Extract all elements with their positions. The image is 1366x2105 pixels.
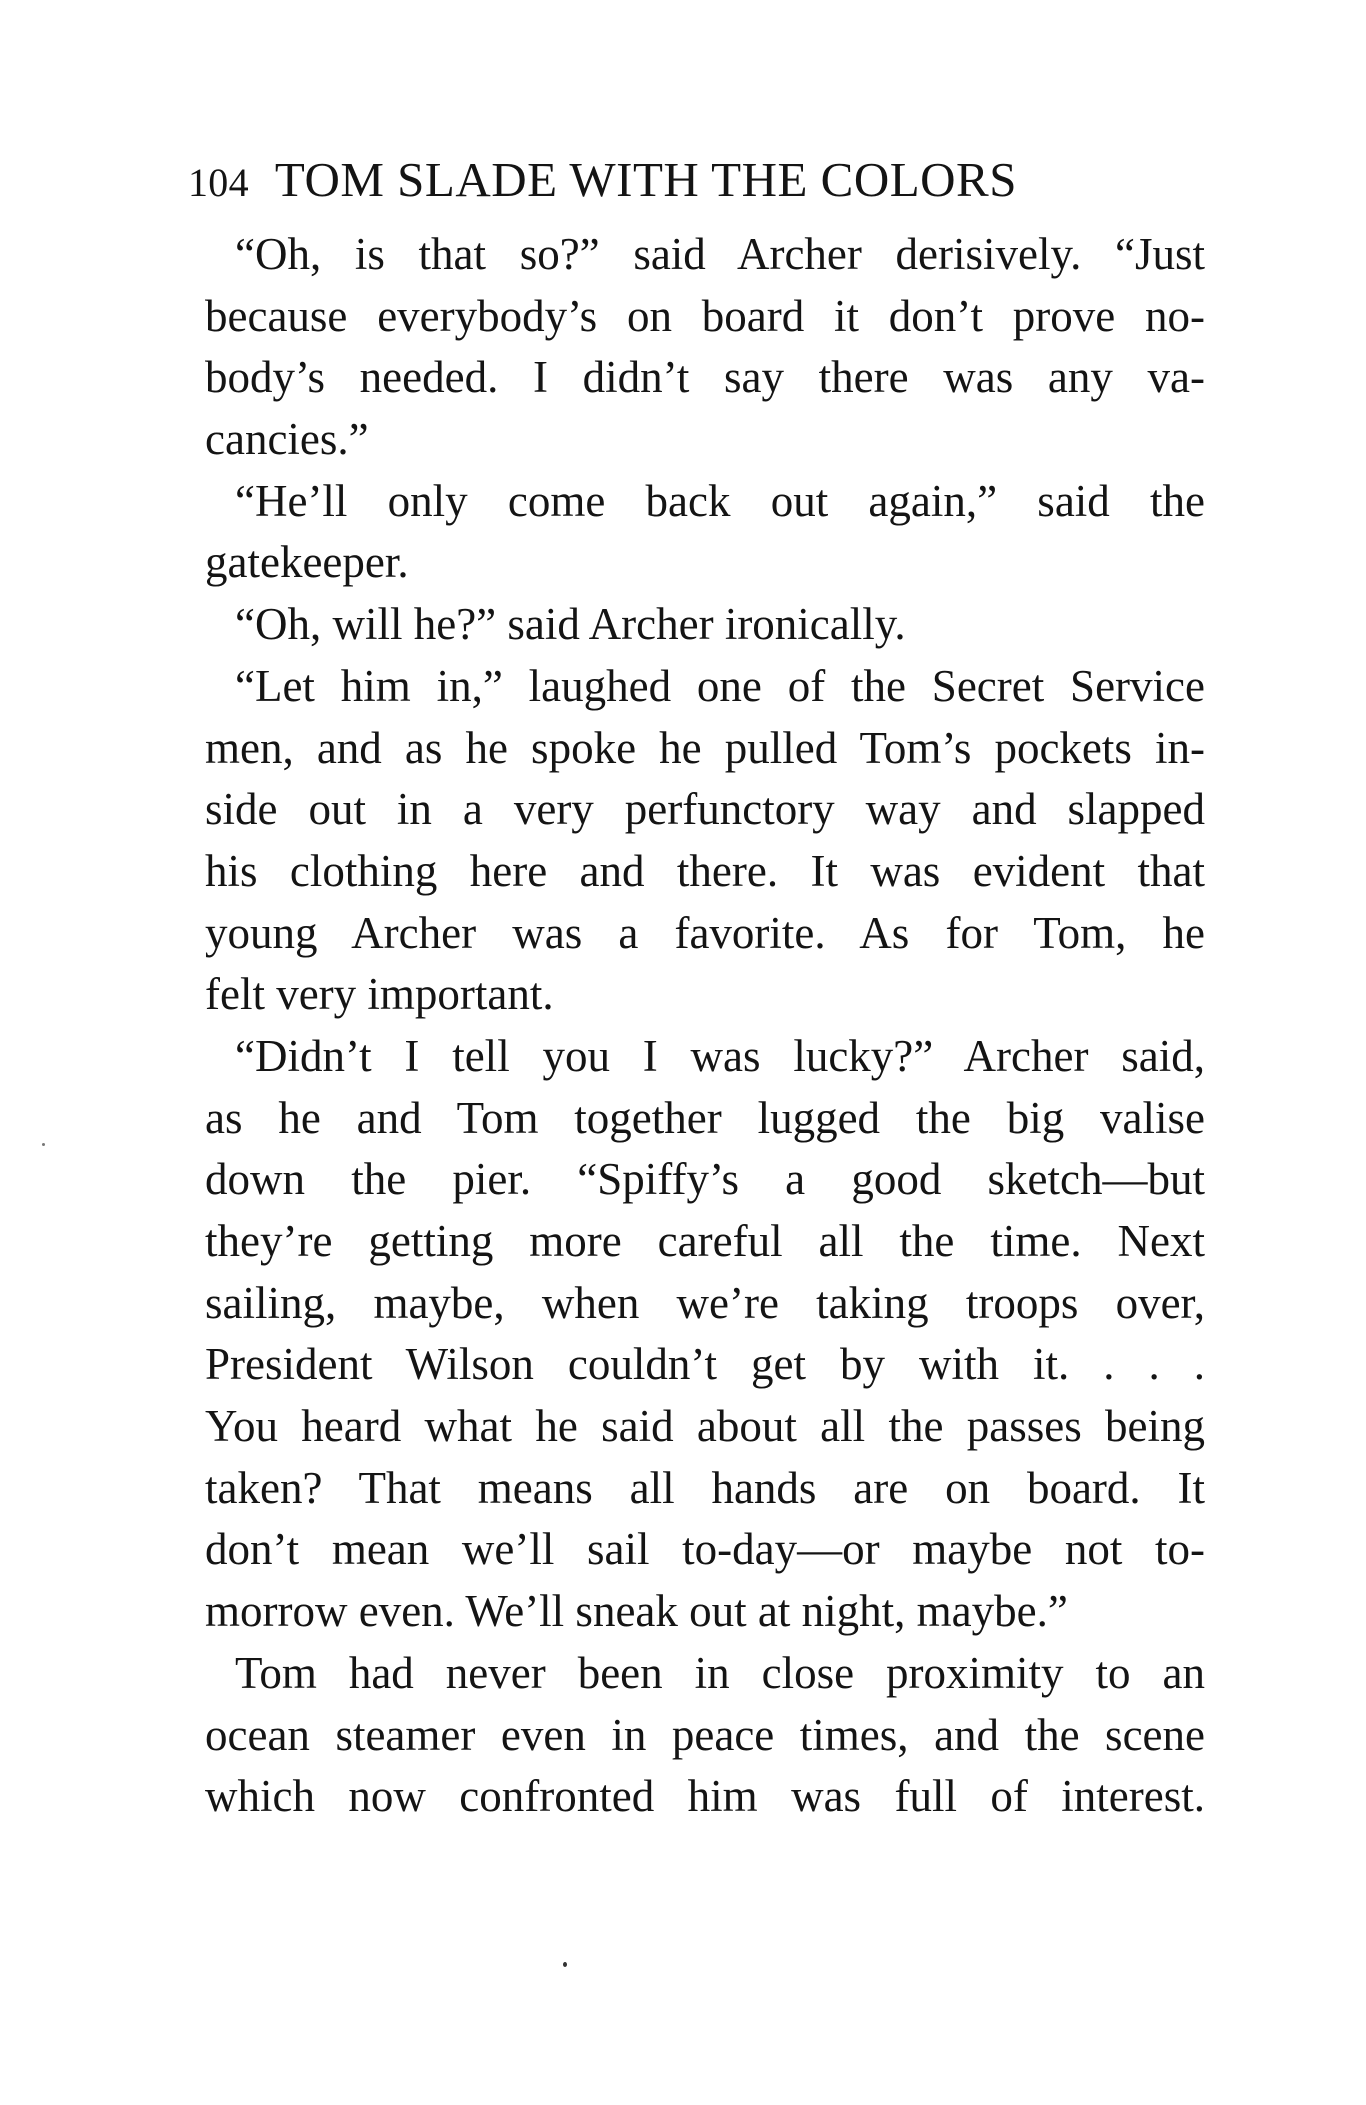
text-line: gatekeeper. [205,537,409,588]
text-line: taken? That means all hands are on board. It [205,1462,1205,1513]
text-line: “Oh, is that so?” said Archer derisively. “Just [235,229,1205,279]
text-line: felt very important. [205,969,554,1020]
text-line: “Let him in,” laughed one of the Secret Service [235,660,1205,711]
text-line: morrow even. We’ll sneak out at night, maybe.” [205,1586,1068,1637]
body-text [205,224,1205,1828]
text-line: because everybody’s on board it don’t prove no- [205,290,1205,341]
text-line: You heard what he said about all the passes being [205,1401,1205,1452]
text-line: “Oh, will he?” said Archer ironically. [235,599,906,650]
text-line: which now confronted him was full of interest. [205,1771,1205,1822]
text-line: down the pier. “Spiffy’s a good sketch—but [205,1154,1205,1205]
text-line: his clothing here and there. It was evident that [205,845,1205,896]
text-line: don’t mean we’ll sail to-day—or maybe not to- [205,1524,1205,1575]
page-number: 104 [188,160,249,205]
text-line: men, and as he spoke he pulled Tom’s pockets in- [205,722,1205,773]
text-line: “He’ll only come back out again,” said the [235,475,1205,526]
running-head [188,150,1168,210]
text-line: as he and Tom together lugged the big valise [205,1092,1205,1143]
ink-speck [42,1143,45,1146]
text-line: side out in a very perfunctory way and slapped [205,784,1205,835]
ink-speck [563,1962,567,1967]
text-line: “Didn’t I tell you I was lucky?” Archer said, [235,1030,1205,1081]
text-line: body’s needed. I didn’t say there was any va- [205,352,1205,403]
text-line: they’re getting more careful all the time. Next [205,1216,1205,1266]
text-line: Tom had never been in close proximity to an [235,1647,1205,1698]
book-title: TOM SLADE WITH THE COLORS [274,152,1017,207]
text-line: young Archer was a favorite. As for Tom, he [205,907,1205,958]
text-line: ocean steamer even in peace times, and the scene [205,1709,1205,1760]
text-line: cancies.” [205,414,369,465]
text-line: President Wilson couldn’t get by with it. . . . [205,1339,1205,1390]
text-line: sailing, maybe, when we’re taking troops over, [205,1277,1205,1328]
